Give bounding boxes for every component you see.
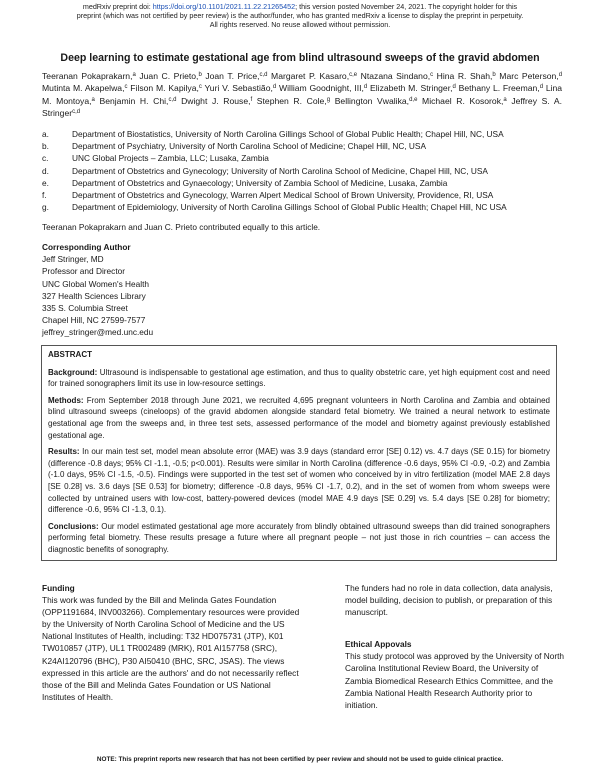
- affiliation-text: UNC Global Projects – Zambia, LLC; Lusaka, Zambia: [72, 153, 269, 164]
- preprint-header: [0, 2, 600, 29]
- author-affiliation-marker: a: [132, 72, 136, 78]
- author: [422, 96, 507, 106]
- author-name: Bethany L. Freeman,: [458, 83, 540, 94]
- author-affiliation-marker: a: [503, 96, 507, 103]
- author-name: William Goodnight, III,: [279, 83, 364, 94]
- author-name: Dwight J. Rouse,: [181, 95, 251, 106]
- author-name: Benjamin H. Chi,: [99, 95, 169, 106]
- corresponding-line: Professor and Director: [42, 266, 126, 277]
- author-affiliation-marker: a: [91, 96, 95, 103]
- author-affiliation-marker: f: [250, 96, 253, 103]
- author-name: Jeffrey S. A. Stringer: [42, 95, 562, 119]
- author-name: Ntazana Sindano,: [360, 71, 431, 81]
- abstract-heading: ABSTRACT: [48, 350, 92, 359]
- author: [499, 71, 562, 81]
- author-name: Yuri V. Sebastião,: [204, 83, 273, 94]
- affiliation-item: [42, 165, 572, 177]
- affiliation-text: Department of Biostatistics, University of North Carolina Gillings School of Global Public Health; Chapel Hill, NC, USA: [72, 129, 504, 139]
- affiliation-text: Department of Psychiatry, University of North Carolina School of Medicine; Chapel Hill, NC, USA: [72, 141, 426, 152]
- author-name: Stephen R. Cole,: [256, 95, 327, 106]
- corresponding-author: [42, 241, 153, 339]
- author-name: Margaret P. Kasaro,: [271, 71, 350, 81]
- author-name: Michael R. Kosorok,: [422, 95, 504, 106]
- corresponding-line: Jeff Stringer, MD: [42, 254, 104, 265]
- abstract-results: Results: In our main test set, model mean absolute error (MAE) was 3.9 days (standard error [SE] 0.12) vs. 4.7 days (SE 0.15) for biometry (difference -0.8 days; 95% CI -1.1, -0.5; p<0.001). Results were similar in North Carolina (difference -0.6 days, 95% CI -0.9, -0.2) and Zambia (-1.0 days, 95% CI -1.5, -0.5). Findings were supported in the test set of women who conceived by in vitro fertilization (model MAE 2.8 days [SE 0.28] vs. 3.6 days [SE 0.53] for biometry; difference -0.8 days, 95% CI -1.7, 0.2), and in the set of women from whom sweeps were collected by untrained users with low-cost, battery-powered devices (model MAE 4.9 days [SE 0.29] vs. 5.4 days [SE 0.28] for biometry; difference -0.6, 95% CI -1.3, 0.1).: [48, 447, 550, 515]
- author-name: Joan T. Price,: [205, 71, 260, 81]
- author-name: Hina R. Shah,: [436, 71, 493, 81]
- author: [370, 83, 456, 93]
- author-name: Elizabeth M. Stringer,: [370, 83, 453, 94]
- author-name: Teeranan Pokaprakarn,: [42, 71, 133, 81]
- preprint-footer-note: NOTE: This preprint reports new research that has not been certified by peer review and should not be used to guide clinical practice.: [96, 756, 504, 763]
- author: [42, 83, 127, 93]
- author-affiliation-marker: c: [430, 72, 434, 78]
- author-name: Mutinta M. Akapelwa,: [42, 83, 125, 94]
- author-affiliation-marker: c,d: [72, 109, 81, 116]
- affiliation-letter: f.: [42, 190, 47, 201]
- author-affiliation-marker: d: [363, 84, 368, 91]
- affiliation-item: [42, 201, 572, 213]
- author-affiliation-marker: c,e: [349, 72, 358, 78]
- affiliation-item: [42, 152, 572, 164]
- funding-heading: Funding: [42, 583, 75, 593]
- equal-contribution-note: Teeranan Pokaprakarn and Juan C. Prieto contributed equally to this article.: [42, 222, 321, 232]
- author: [205, 83, 277, 93]
- affiliation-letter: b.: [42, 141, 49, 152]
- ethics-text: This study protocol was approved by the University of North Carolina Institutional Review Board, the University of Zambia Biomedical Research Ethics Committee, and the Zambia National Health Research Authority prior to initiation.: [345, 651, 565, 710]
- affiliation-letter: g.: [42, 202, 49, 213]
- author: [459, 83, 543, 93]
- abstract-conclusions: Conclusions: Our model estimated gestational age more accurately from blindly obtained ultrasound sweeps than did trained sonographers performing fetal biometry. These results presage a future where all pregnant people – not just those in rich countries – can access the diagnostic benefits of sonography.: [48, 521, 550, 554]
- affiliation-letter: a.: [42, 129, 49, 139]
- author-affiliation-marker: d,e: [409, 96, 418, 103]
- funding-section: [42, 582, 302, 703]
- author-name: Lina M. Montoya,: [42, 83, 563, 106]
- corresponding-email[interactable]: jeffrey_stringer@med.unc.edu: [42, 327, 154, 338]
- author: [437, 71, 496, 81]
- affiliation-letter: e.: [42, 177, 49, 188]
- author: [257, 96, 330, 106]
- right-column: [345, 582, 565, 711]
- corresponding-heading: Corresponding Author: [42, 242, 131, 252]
- paper-title: Deep learning to estimate gestational age from blind ultrasound sweeps of the gravid abdomen: [60, 52, 540, 64]
- author-affiliation-marker: c,d: [168, 96, 177, 103]
- author-affiliation-marker: g: [326, 96, 331, 103]
- affiliation-text: Department of Obstetrics and Gynecology, Warren Alpert Medical School of Brown University, Providence, RI, USA: [72, 190, 494, 201]
- author: [139, 71, 201, 81]
- affiliation-item: [42, 140, 572, 152]
- author-affiliation-marker: c,d: [259, 72, 268, 78]
- abstract-methods: Methods: From September 2018 through June 2021, we recruited 4,695 pregnant volunteers in North Carolina and Zambia and obtained blind ultrasound sweeps (cineloops) of the gravid abdomen alongside standard fetal biometry. We trained a neural network to estimate gestational age from the sweeps and, in three test sets, assessed performance of the model and biometry against previously established gestational age.: [48, 395, 550, 440]
- author-list: [42, 70, 562, 120]
- ethics-section: [345, 638, 565, 711]
- header-line-1: medRxiv preprint doi: https://doi.org/10.1101/2021.11.22.21265452; this version posted November 24, 2021. The copyright holder for this: [82, 2, 518, 11]
- affiliation-letter: c.: [42, 153, 49, 164]
- ethics-heading: Ethical Appovals: [345, 639, 412, 650]
- header-line-2: preprint (which was not certified by peer review) is the author/funder, who has granted medRxiv a license to display the preprint in perpetuity.: [76, 11, 524, 20]
- author-affiliation-marker: d: [272, 84, 277, 91]
- author-name: Filson M. Kapilya,: [130, 83, 199, 94]
- abstract-box: [41, 345, 557, 561]
- affiliation-text: Department of Epidemiology, University of North Carolina Gillings School of Global Public Health; Chapel Hill, NC USA: [72, 202, 507, 213]
- corresponding-line: Chapel Hill, NC 27599-7577: [42, 315, 146, 326]
- author: [205, 71, 267, 81]
- author: [271, 71, 357, 81]
- author: [279, 83, 367, 93]
- funders-role-text: The funders had no role in data collection, data analysis, model building, decision to publish, or preparation of this manuscript.: [345, 583, 553, 618]
- author-name: Bellington Vwalika,: [334, 95, 410, 106]
- doi-link[interactable]: https://doi.org/10.1101/2021.11.22.21265452: [152, 2, 296, 11]
- abstract-background: Background: Ultrasound is indispensable to gestational age estimation, and thus to quality obstetric care, yet high equipment cost and need for trained sonographers limit its use in low-resource settings.: [48, 367, 550, 389]
- affiliation-letter: d.: [42, 165, 49, 176]
- author-name: Juan C. Prieto,: [139, 71, 199, 81]
- affiliation-text: Department of Obstetrics and Gynecology; University of North Carolina School of Medicine, Chapel Hill, NC, USA: [72, 165, 488, 176]
- author: [335, 96, 418, 106]
- affiliation-item: [42, 189, 572, 201]
- corresponding-line: 327 Health Sciences Library: [42, 290, 146, 301]
- author-affiliation-marker: d: [452, 84, 456, 91]
- author-affiliation-marker: b: [198, 72, 202, 78]
- affiliation-text: Department of Obstetrics and Gynaecology; University of Zambia School of Medicine, Lusaka, Zambia: [72, 177, 448, 188]
- affiliation-item: [42, 177, 572, 189]
- corresponding-line: UNC Global Women's Health: [42, 278, 150, 289]
- affiliation-item: [42, 128, 572, 140]
- author-affiliation-marker: d: [539, 84, 544, 91]
- author-name: Marc Peterson,: [499, 71, 559, 81]
- author-affiliation-marker: c: [198, 84, 202, 91]
- affiliation-list: [42, 128, 572, 213]
- corresponding-line: 335 S. Columbia Street: [42, 303, 128, 314]
- author: [361, 71, 433, 81]
- author: [181, 96, 252, 106]
- author-affiliation-marker: d: [558, 72, 563, 78]
- author: [130, 83, 202, 93]
- author-affiliation-marker: c: [124, 84, 128, 91]
- author: [99, 96, 176, 106]
- author: [42, 71, 136, 81]
- author-affiliation-marker: b: [492, 72, 496, 78]
- header-line-3: All rights reserved. No reuse allowed without permission.: [209, 20, 391, 29]
- funding-text: This work was funded by the Bill and Melinda Gates Foundation (OPP1191684, INV003266). Complementary resources were provided by the University of North Carolina School of Medicine and the US National Institutes of Health, including: T32 HD075731 (JTP), K01 TW010857 (JTP), UL1 TR002489 (MRK), R01 AI157758 (SRC), K24AI120796 (BHC), P30 AI50410 (BHC, SRC, JSAS). The views expressed in this article are the authors' and do not necessarily reflect those of the Bill and Melinda Gates Foundation or US National Institutes of Health.: [42, 595, 300, 702]
